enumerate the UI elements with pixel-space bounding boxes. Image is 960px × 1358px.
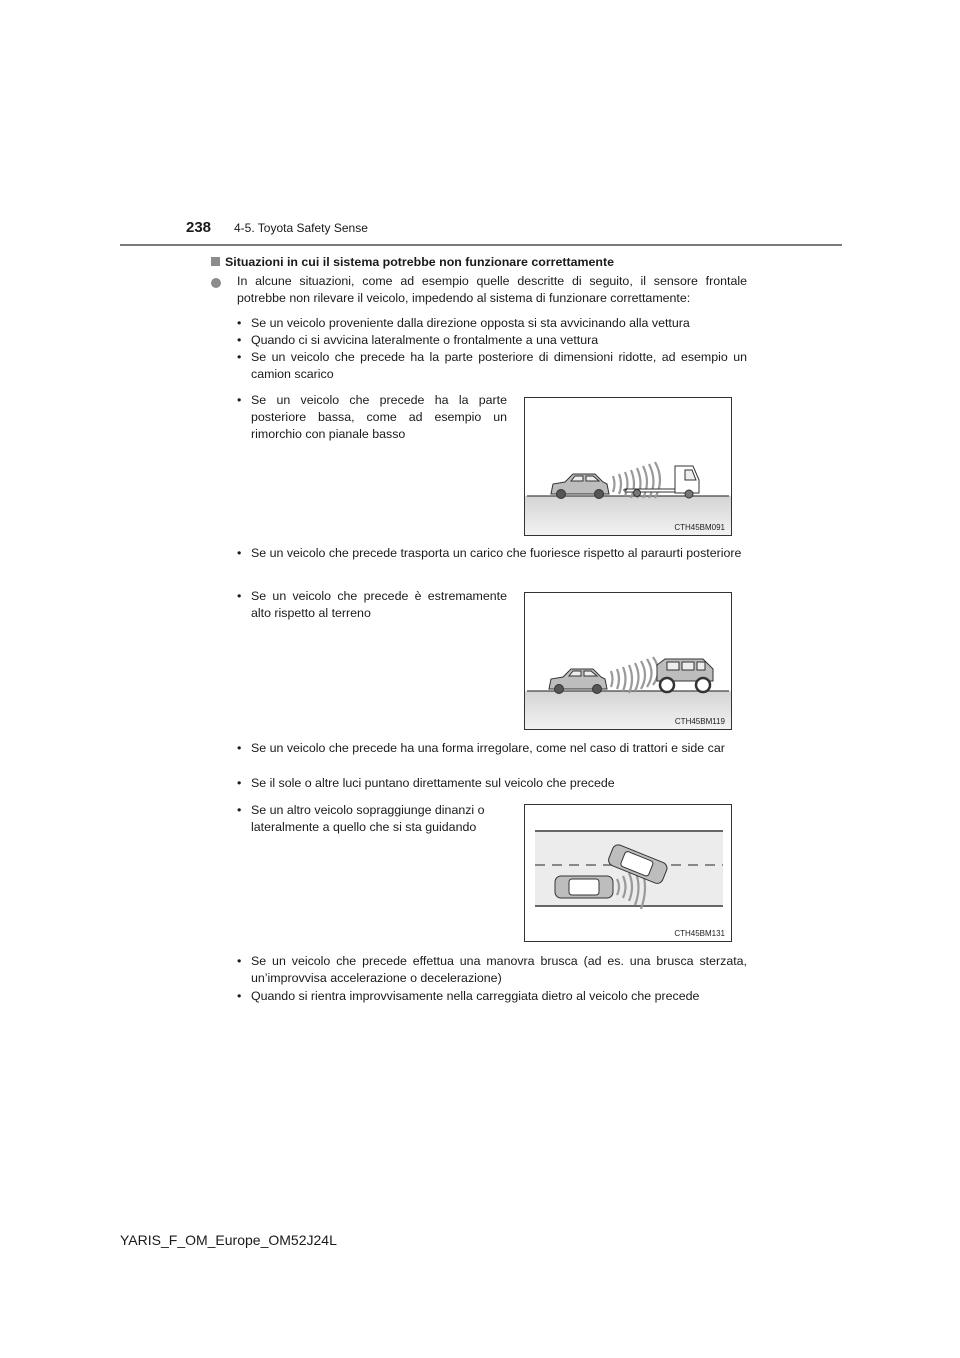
own-car-icon <box>555 876 613 898</box>
list-item-text: Quando si rientra improvvisamente nella carreggiata dietro al veicolo che precede <box>251 989 700 1003</box>
section-title: 4-5. Toyota Safety Sense <box>234 221 368 235</box>
list-item-text: Se un altro veicolo sopraggiunge dinanzi o lateralmente a quello che si sta guidando <box>251 803 485 834</box>
list-item-text: Se un veicolo che precede ha una forma irregolare, come nel caso di trattori e side car <box>251 741 725 755</box>
bullet-icon: • <box>237 589 242 603</box>
bullet-icon: • <box>237 776 242 790</box>
bullet-icon: • <box>237 316 242 330</box>
bullet-icon: • <box>237 393 242 407</box>
page-number: 238 <box>186 219 212 236</box>
square-bullet-icon <box>211 257 220 266</box>
illustration-low-trailer <box>524 397 732 536</box>
header-divider <box>120 244 842 246</box>
illustration-cut-in <box>524 804 732 942</box>
document-id-footer: YARIS_F_OM_Europe_OM52J24L <box>120 1232 337 1248</box>
list-item-text: Se un veicolo che precede ha la parte posteriore di dimensioni ridotte, ad esempio un camion scarico <box>251 350 747 381</box>
bullet-icon: • <box>237 989 242 1003</box>
bullet-icon: • <box>237 546 242 560</box>
figure-code: CTH45BM131 <box>674 929 725 938</box>
tall-vehicle-drawing <box>525 593 731 729</box>
radar-waves <box>611 657 658 693</box>
list-item-text: Se un veicolo che precede è estremamente alto rispetto al terreno <box>251 589 507 620</box>
car-icon <box>549 669 607 694</box>
car-icon <box>551 474 609 499</box>
bullet-icon: • <box>237 350 242 364</box>
list-item-text: Se un veicolo proveniente dalla direzione opposta si sta avvicinando alla vettura <box>251 316 690 330</box>
bullet-icon: • <box>237 741 242 755</box>
intro-paragraph: In alcune situazioni, come ad esempio quelle descritte di seguito, il sensore frontale potrebbe non rilevare il veicolo, impedendo al sistema di funzionare correttamente: <box>237 274 747 305</box>
bullet-icon: • <box>237 803 242 817</box>
list-item-text: Se un veicolo che precede effettua una manovra brusca (ad es. una brusca sterzata, un’improvvisa accelerazione o decelerazione) <box>251 954 747 985</box>
low-trailer-drawing <box>525 398 731 535</box>
figure-code: CTH45BM091 <box>674 523 725 532</box>
figure-code: CTH45BM119 <box>674 717 725 726</box>
list-item-text: Se un veicolo che precede trasporta un carico che fuoriesce rispetto al paraurti posteriore <box>251 546 742 560</box>
list-item-text: Quando ci si avvicina lateralmente o frontalmente a una vettura <box>251 333 599 347</box>
tall-suv-icon <box>657 659 713 692</box>
subsection-heading: Situazioni in cui il sistema potrebbe non funzionare correttamente <box>225 255 614 269</box>
cut-in-drawing <box>525 805 731 941</box>
list-item-text: Se il sole o altre luci puntano direttamente sul veicolo che precede <box>251 776 615 790</box>
list-item-text: Se un veicolo che precede ha la parte posteriore bassa, come ad esempio un rimorchio con pianale basso <box>251 393 507 441</box>
bullet-icon: • <box>237 954 242 968</box>
circle-bullet-icon <box>211 278 221 288</box>
bullet-icon: • <box>237 333 242 347</box>
illustration-tall-vehicle <box>524 592 732 730</box>
